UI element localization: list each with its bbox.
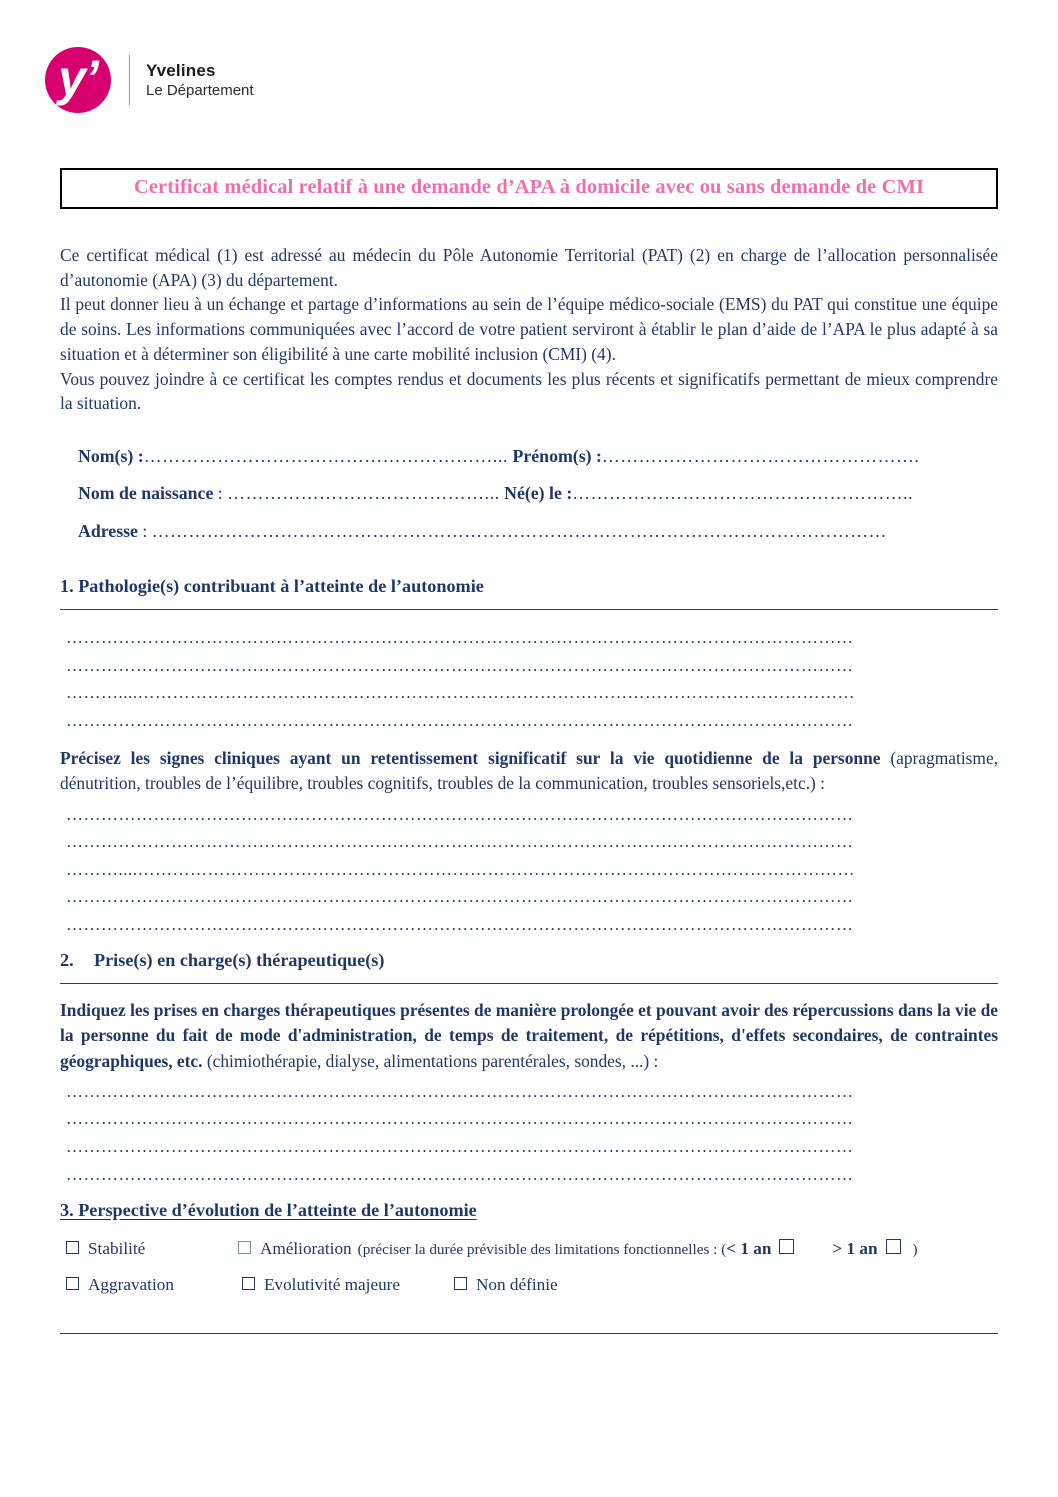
section-2-heading — [60, 950, 998, 971]
option-label: Evolutivité majeure — [264, 1275, 401, 1295]
logo-letter: y’ — [58, 50, 98, 106]
checkbox-icon[interactable] — [454, 1277, 467, 1290]
option-label: Stabilité — [88, 1239, 146, 1259]
label-nom-naissance: Nom de naissance — [78, 483, 214, 504]
fill-line[interactable]: ……………………………………………………………………………………………………………………… — [66, 887, 854, 907]
label-nom: Nom(s) : — [78, 445, 144, 466]
field-row-adresse — [78, 513, 998, 550]
indiquez-bold: Indiquez les prises en charges thérapeutiques présentes de manière prolongée et pouvant avoir des répercussions dans la vie de la personne du fait de mode d'administration, de temps de traitement, de répétitions, d'effets secondaires, de contraintes géographiques, etc. — [60, 1000, 998, 1071]
fill-line[interactable]: ……………………………………………………………………………………………………………………… — [66, 1164, 854, 1184]
label-gt-1-an: > 1 an — [832, 1239, 878, 1259]
fill-line[interactable]: ……………………………………………………………………………………………………………………… — [66, 710, 854, 730]
option-stabilite[interactable] — [66, 1239, 238, 1259]
indiquez-rest: (chimiothérapie, dialyse, alimentations parentérales, sondes, ...) : — [202, 1050, 659, 1071]
intro-paragraph-3: Vous pouvez joindre à ce certificat les comptes rendus et documents les plus récents et significatifs permettant de mieux comprendre la situation. — [60, 368, 998, 414]
section-2-answer-lines — [66, 1078, 998, 1188]
label-ne-le: Né(e) le : — [504, 483, 573, 504]
option-label: Aggravation — [88, 1275, 174, 1295]
section-2-rule — [60, 983, 998, 984]
amelioration-note-open: (préciser la durée prévisible des limitations fonctionnelles : ( — [357, 1241, 727, 1259]
section-1-answer-lines — [66, 624, 998, 734]
naissance-separator: : — [213, 483, 228, 504]
option-label: Amélioration — [260, 1239, 352, 1259]
option-label: Non définie — [476, 1275, 558, 1295]
footer-rule — [60, 1333, 998, 1334]
fill-line[interactable]: ……………………………………………………………………………………………………………………… — [66, 628, 854, 647]
fill-line[interactable]: ……………………………………………………………………………………………………………………… — [66, 655, 854, 675]
intro-paragraph-1: Ce certificat médical (1) est adressé au médecin du Pôle Autonomie Territorial (PAT) (2) en charge de l’allocation personnalisée d’autonomie (APA) (3) du département. — [60, 245, 998, 290]
field-row-nom-prenom — [78, 438, 998, 475]
input-nom[interactable]: …………………………………………………... — [143, 445, 509, 466]
section-1-rule — [60, 609, 998, 610]
input-nom-naissance[interactable]: ……………………………………... — [227, 483, 500, 504]
checkbox-row-1 — [66, 1239, 998, 1259]
document-title-box — [60, 168, 998, 209]
precisez-rest: (apragmatisme, dénutrition, troubles de l’équilibre, troubles cognitifs, troubles de la communication, troubles sensoriels,etc.) : — [60, 748, 999, 794]
checkbox-row-2 — [66, 1275, 998, 1295]
checkbox-icon[interactable] — [238, 1241, 251, 1254]
label-adresse: Adresse — [78, 520, 138, 541]
option-amelioration[interactable] — [238, 1239, 352, 1259]
precisez-bold: Précisez les signes cliniques ayant un retentissement significatif sur la vie quotidienne de la personne — [60, 748, 881, 769]
label-lt-1-an: < 1 an — [726, 1239, 772, 1259]
checkbox-icon[interactable] — [242, 1277, 255, 1290]
logo-line-2: Le Département — [146, 82, 254, 100]
input-prenom[interactable]: ……………………………………………. — [601, 445, 920, 466]
yvelines-logo-mark-icon — [45, 47, 111, 113]
label-prenom: Prénom(s) : — [512, 445, 602, 466]
logo-wordmark — [146, 60, 254, 101]
option-evolutivite-majeure[interactable] — [242, 1275, 454, 1295]
fill-line[interactable]: ……………………………………………………………………………………………………………………… — [66, 804, 854, 824]
fill-line[interactable]: ……………………………………………………………………………………………………………………… — [66, 832, 854, 852]
page-title: Certificat médical relatif à une demande d’APA à domicile avec ou sans demande de CMI — [133, 176, 925, 198]
logo-line-1: Yvelines — [146, 60, 216, 80]
checkbox-icon[interactable] — [66, 1241, 79, 1254]
fill-line[interactable]: ……………………………………………………………………………………………………………………… — [66, 1137, 854, 1157]
intro-paragraph-2: Il peut donner lieu à un échange et partage d’informations au sein de l’équipe médico-sociale (EMS) du PAT qui constitue une équipe de soins. Les informations communiquées avec l’accord de votre patient serviront à établir le plan d’aide de l’APA le plus adapté à sa situation et à déterminer son éligibilité à une carte mobilité inclusion (CMI) (4). — [60, 294, 998, 364]
section-2-title: Prise(s) en charge(s) thérapeutique(s) — [94, 950, 385, 971]
section-2-indiquez-text — [60, 998, 998, 1074]
fill-line[interactable]: ………....…………………………………………………………………………………………………………… — [66, 683, 855, 703]
document-content — [60, 168, 998, 1348]
fill-line[interactable]: ……………………………………………………………………………………………………………………… — [66, 1109, 854, 1129]
input-adresse[interactable]: ………………………………………………………………………………………………………… — [151, 520, 888, 541]
section-1-signes-answer-lines — [66, 801, 998, 939]
identity-fields — [78, 438, 998, 550]
fill-line[interactable]: ……………………………………………………………………………………………………………………… — [66, 1081, 854, 1101]
option-aggravation[interactable] — [66, 1275, 242, 1295]
checkbox-icon-gt-1-an[interactable] — [886, 1239, 901, 1254]
section-3-heading: 3. Perspective d’évolution de l’atteinte de l’autonomie — [60, 1200, 477, 1221]
checkbox-icon[interactable] — [66, 1277, 79, 1290]
section-2-number: 2. — [60, 950, 74, 971]
section-3-options — [66, 1239, 998, 1295]
logo-divider — [129, 55, 130, 105]
yvelines-logo — [45, 46, 254, 114]
field-row-naissance — [78, 475, 998, 512]
input-ne-le[interactable]: ……………………………………………….. — [572, 483, 914, 504]
fill-line[interactable]: ……………………………………………………………………………………………………………………… — [66, 914, 854, 934]
option-non-definie[interactable] — [454, 1275, 558, 1295]
amelioration-note-close: ) — [912, 1241, 918, 1259]
fill-line[interactable]: ………....…………………………………………………………………………………………………………… — [66, 859, 855, 879]
section-1-heading: 1. Pathologie(s) contribuant à l’atteinte de l’autonomie — [60, 576, 484, 596]
checkbox-icon-lt-1-an[interactable] — [779, 1239, 794, 1254]
section-1-precisez-text — [60, 746, 998, 796]
intro-text — [60, 243, 998, 416]
adresse-separator: : — [137, 520, 152, 541]
